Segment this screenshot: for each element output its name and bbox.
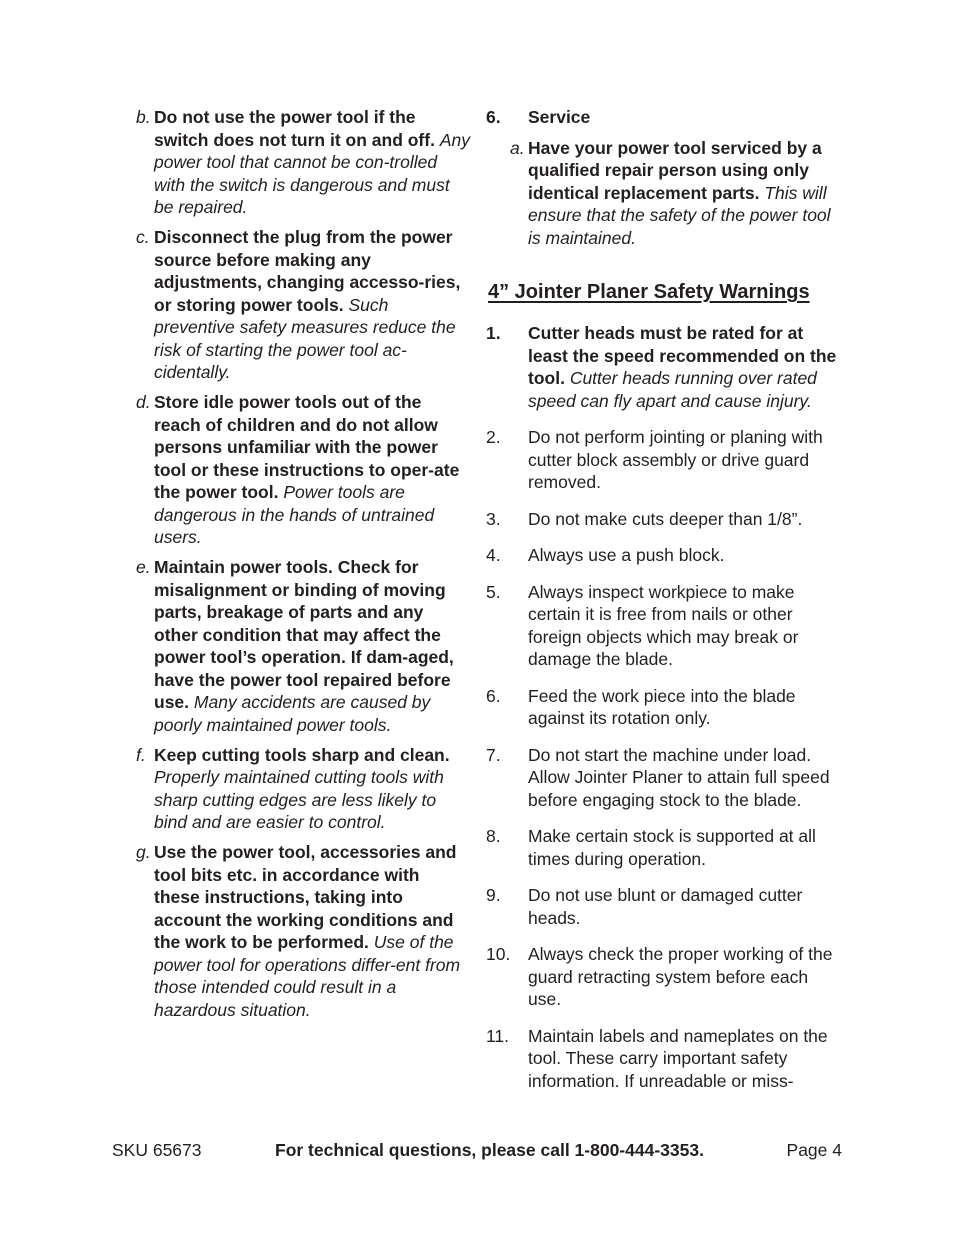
service-item-a xyxy=(486,137,846,250)
list-item-e xyxy=(136,556,470,736)
item-marker: f. xyxy=(136,744,146,765)
sku-label: SKU 65673 xyxy=(112,1140,202,1160)
warning-item xyxy=(486,685,846,730)
list-item-d xyxy=(136,391,470,549)
item-marker: b. xyxy=(136,107,151,127)
list-item-b xyxy=(136,106,470,219)
item-number: 5. xyxy=(486,581,501,602)
item-italic-text: Such preventive safety measures reduce the risk of starting the power tool ac-cidentally. xyxy=(154,294,456,382)
right-column xyxy=(486,106,846,1106)
item-bold-text: Do not use the power tool if the switch does not turn it on and off. xyxy=(154,107,435,150)
page-number: Page 4 xyxy=(786,1140,842,1160)
item-marker: d. xyxy=(136,392,151,412)
item-italic-text: Cutter heads running over rated speed can fly apart and cause injury. xyxy=(528,368,817,411)
section-title: Service xyxy=(528,107,591,127)
warning-item xyxy=(486,544,846,567)
left-column xyxy=(136,106,470,1029)
support-phone-text: For technical questions, please call 1-800-444-3353. xyxy=(275,1140,704,1160)
item-number: 1. xyxy=(486,323,501,343)
item-text: Always inspect workpiece to make certain it is free from nails or other foreign objects which may break or damage the blade. xyxy=(528,581,799,669)
item-text: Always use a push block. xyxy=(528,545,725,565)
item-marker: g. xyxy=(136,842,151,862)
item-text: Make certain stock is supported at all times during operation. xyxy=(528,826,816,869)
list-item-f xyxy=(136,744,470,834)
item-bold-text: Have your power tool serviced by a qualified repair person using only identical replacement parts. xyxy=(528,137,822,203)
item-bold-text: Keep cutting tools sharp and clean. xyxy=(154,744,450,765)
item-marker: a. xyxy=(510,137,525,158)
item-bold-text: Cutter heads must be rated for at least the speed recommended on the tool. xyxy=(528,323,837,388)
warning-item xyxy=(486,744,846,812)
item-number: 9. xyxy=(486,885,501,905)
item-text: Always check the proper working of the guard retracting system before each use. xyxy=(528,944,833,1009)
warning-item xyxy=(486,1025,846,1093)
warning-item xyxy=(486,943,846,1011)
warning-item xyxy=(486,884,846,929)
warning-item xyxy=(486,581,846,671)
item-bold-text: Use the power tool, accessories and tool bits etc. in accordance with these instructions, taking into account the working conditions and the work to be performed. xyxy=(154,842,457,952)
warning-item xyxy=(486,825,846,870)
list-item-g xyxy=(136,841,470,1021)
item-number: 11. xyxy=(486,1025,510,1046)
section-heading: 4” Jointer Planer Safety Warnings xyxy=(488,281,810,303)
item-text: Do not use blunt or damaged cutter heads. xyxy=(528,885,803,928)
item-number: 4. xyxy=(486,545,501,565)
item-number: 3. xyxy=(486,508,501,529)
item-bold-text: Store idle power tools out of the reach of children and do not allow persons unfamiliar with the power tool or these instructions to oper-ate the power tool. xyxy=(154,392,460,502)
item-bold-text: Maintain power tools. Check for misalignment or binding of moving parts, breakage of parts and any other condition that may affect the power tool’s operation. If dam-aged, have the power tool repaired before use. xyxy=(154,557,454,712)
item-text: Do not make cuts deeper than 1/8”. xyxy=(528,508,803,529)
list-item-c xyxy=(136,226,470,384)
warning-item-1 xyxy=(486,322,846,412)
item-italic-text: Any power tool that cannot be con-trolled with the switch is dangerous and must be repaired. xyxy=(154,129,470,217)
item-italic-text: This will ensure that the safety of the power tool is maintained. xyxy=(528,182,831,248)
item-italic-text: Many accidents are caused by poorly maintained power tools. xyxy=(154,692,431,735)
item-italic-text: Use of the power tool for operations differ-ent from those intended could result in a hazardous situation. xyxy=(154,932,461,1020)
item-italic-text: Properly maintained cutting tools with sharp cutting edges are less likely to bind and are easier to control. xyxy=(154,767,444,832)
section-number: 6. xyxy=(486,107,501,127)
warning-item xyxy=(486,426,846,494)
item-text: Do not perform jointing or planing with cutter block assembly or drive guard removed. xyxy=(528,427,823,492)
item-bold-text: Disconnect the plug from the power source before making any adjustments, changing accesso-ries, or storing power tools. xyxy=(154,227,461,315)
item-number: 2. xyxy=(486,427,501,447)
item-number: 6. xyxy=(486,685,501,706)
warning-item xyxy=(486,508,846,531)
item-number: 8. xyxy=(486,826,501,846)
item-text: Do not start the machine under load. Allow Jointer Planer to attain full speed before engaging stock to the blade. xyxy=(528,744,830,810)
item-number: 10. xyxy=(486,944,511,964)
item-text: Feed the work piece into the blade against its rotation only. xyxy=(528,685,796,728)
item-number: 7. xyxy=(486,744,501,765)
item-text: Maintain labels and nameplates on the tool. These carry important safety information. If unreadable or miss- xyxy=(528,1025,828,1091)
item-marker: c. xyxy=(136,227,150,247)
item-marker: e. xyxy=(136,557,151,577)
item-italic-text: Power tools are dangerous in the hands of untrained users. xyxy=(154,482,435,547)
service-section xyxy=(486,106,846,129)
